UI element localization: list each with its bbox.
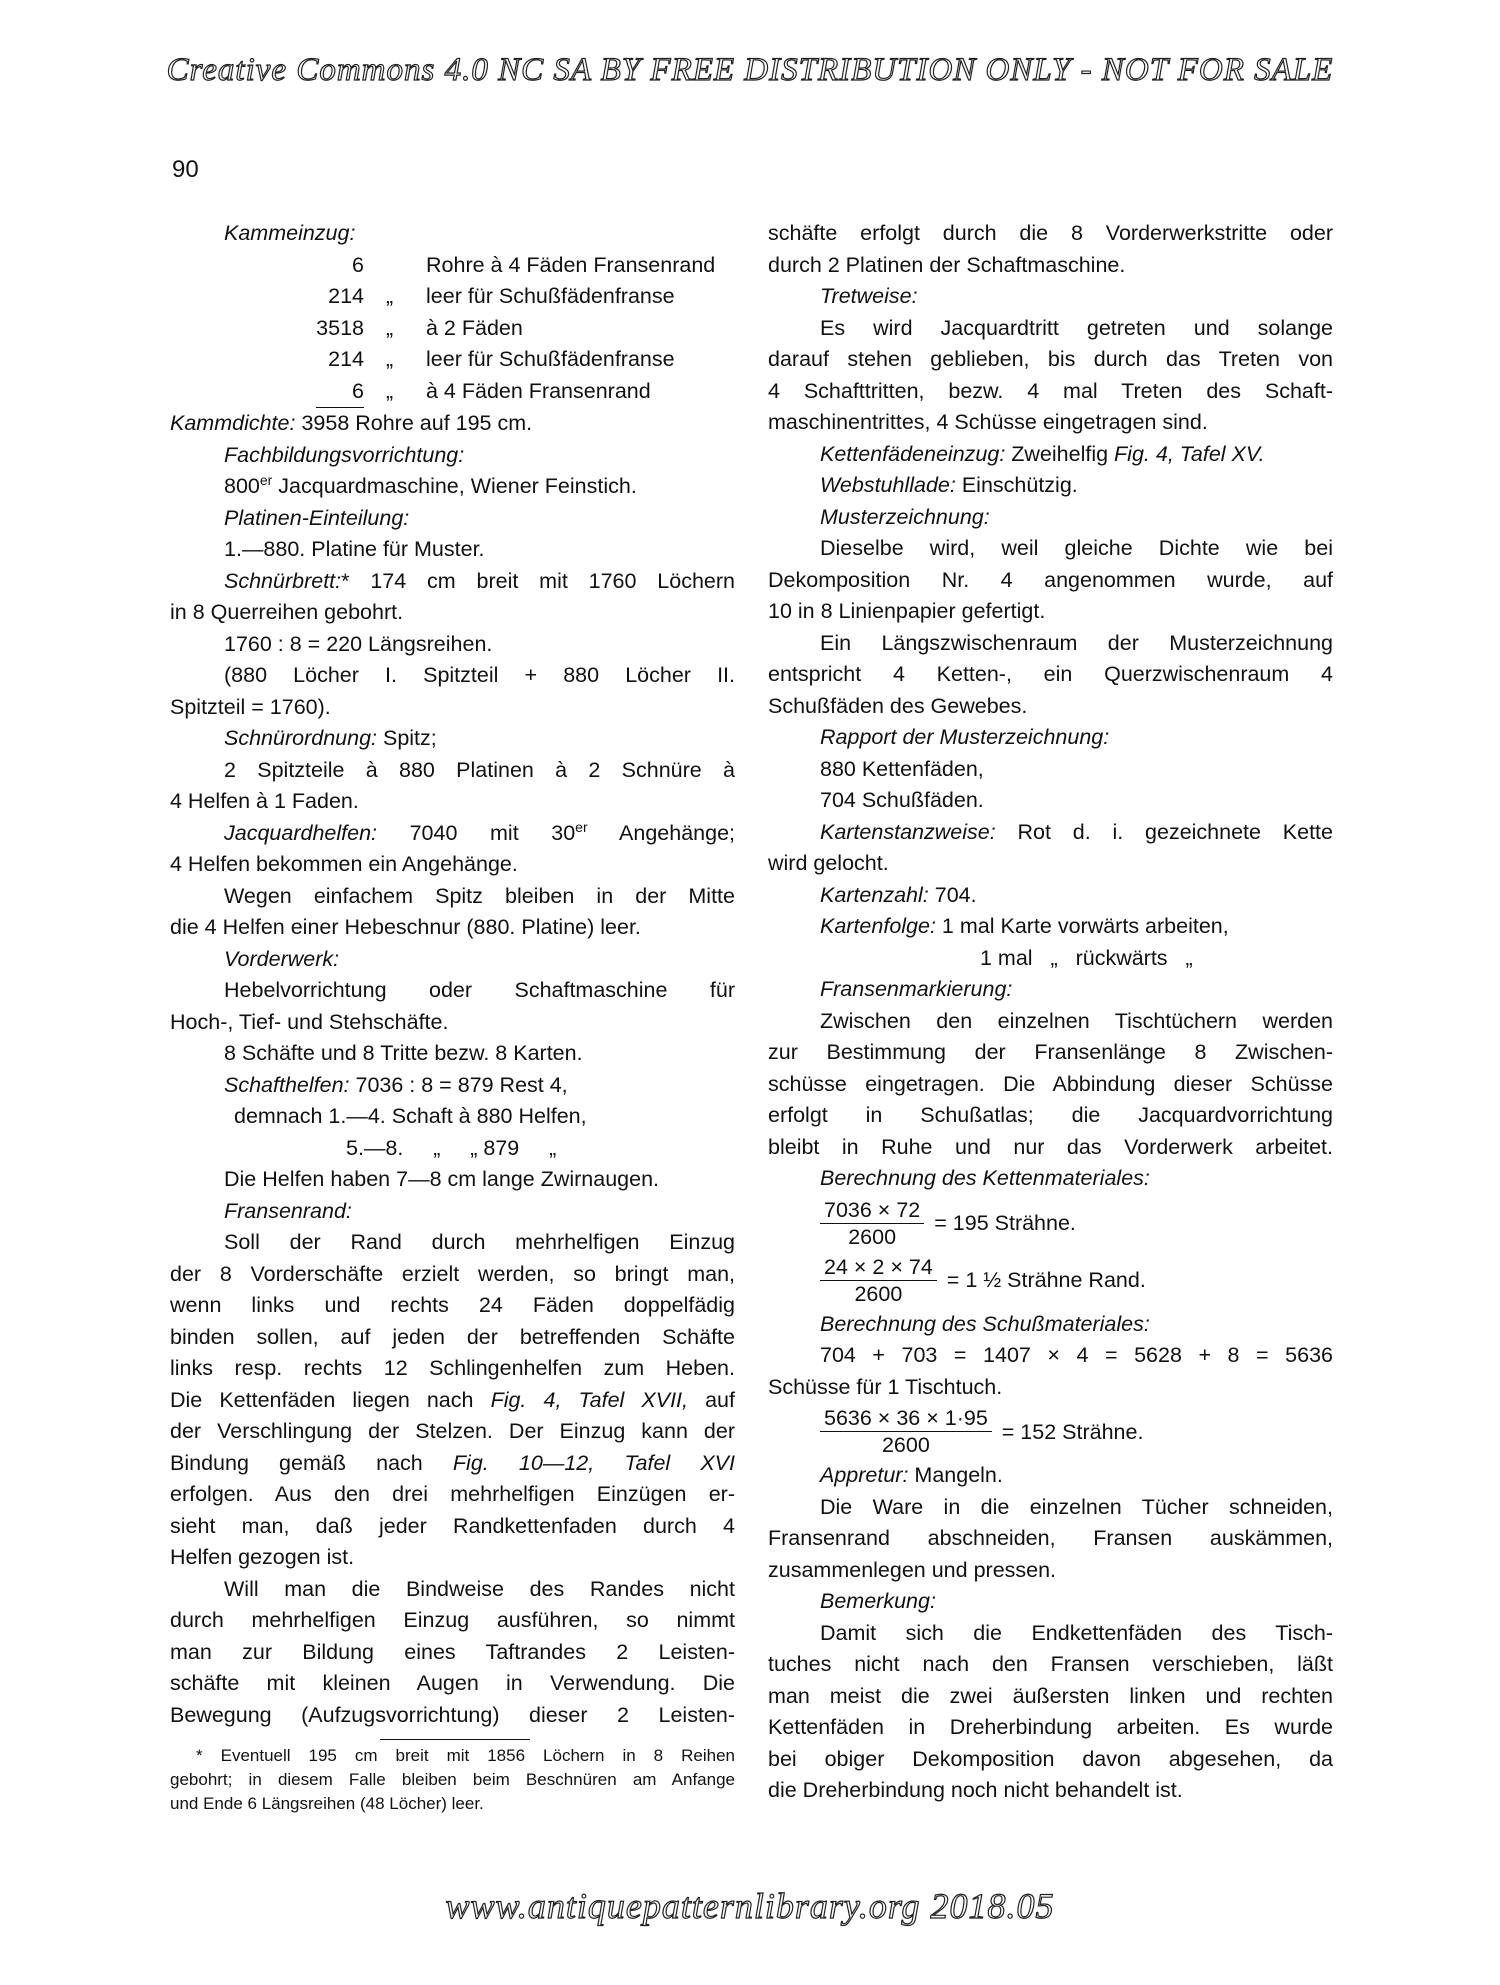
text-line: Hoch-, Tief- und Stehschäfte. [170,1009,449,1034]
fraction [820,1254,937,1307]
label-schnurbrett: Schnürbrett: [224,568,342,593]
heading-platinen: Platinen-Einteilung: [224,505,410,530]
label-kammdichte: Kammdichte: [170,411,296,435]
text-line: 4 Schafttritten, bezw. 4 mal Treten des Schaft- [768,378,1333,403]
text: Die Kettenfäden liegen nach [170,1387,491,1412]
text-line: 4 Helfen bekommen ein Angehänge. [170,852,518,876]
text-line: links resp. rechts 12 Schlingenhelfen zum Heben. [170,1356,735,1380]
text: auf [688,1387,735,1412]
kammeinzug-table [170,250,735,409]
heading-bemerkung: Bemerkung: [820,1589,936,1613]
text-line: bei obiger Dekomposition davon abgesehen, da [768,1746,1333,1771]
text-line: Die Helfen haben 7—8 cm lange Zwirnaugen. [224,1167,660,1191]
text: 7036 : 8 = 879 Rest 4, [349,1072,568,1097]
page-number: 90 [172,156,199,183]
row-ditto: „ [386,284,394,308]
denominator: 2600 [881,1433,930,1457]
kartenzahl-line [768,880,1333,912]
heading-fachbildung: Fachbildungsvorrichtung: [224,442,465,467]
figure-reference: Fig. 4, Tafel XV. [1114,441,1265,466]
text-line: Es wird Jacquardtritt getreten und solange [820,315,1333,340]
numerator: 7036 × 72 [820,1197,924,1224]
row-text: à 2 Fäden [426,315,523,340]
platinen-text: 1.—880. Platine für Muster. [224,537,485,561]
heading-tretweise: Tretweise: [820,284,918,308]
fraction [820,1405,992,1458]
fraction [820,1197,924,1250]
text: 1 mal Karte vorwärts arbeiten, [935,914,1229,938]
text-line: (880 Löcher I. Spitzteil + 880 Löcher II. [224,663,735,687]
website-banner: www.antiquepatternlibrary.org 2018.05 [445,1886,1055,1926]
row-number: 214 [328,347,364,371]
footnote [170,1744,735,1816]
superscript: er [259,471,273,488]
text-line: Die Ware in die einzelnen Tücher schneiden, [820,1494,1333,1519]
row-text: leer für Schußfädenfranse [426,347,675,371]
text-line: 704 + 703 = 1407 × 4 = 5628 + 8 = 5636 [820,1343,1333,1367]
row-ditto: „ [386,315,394,340]
footnote-divider [380,1739,530,1740]
text-line: Schüsse für 1 Tischtuch. [768,1374,1003,1399]
footnote-line: gebohrt; in diesem Falle bleiben beim Beschnüren am Anfange [170,1770,735,1789]
text-line: Wegen einfachem Spitz bleiben in der Mitte [224,883,735,908]
kammeinzug-row [170,344,735,376]
numerator: 5636 × 36 × 1·95 [820,1405,992,1432]
text: Angehänge; [587,820,735,845]
heading-fransenmarkierung: Fransenmarkierung: [820,977,1013,1001]
label-jacquardhelfen: Jacquardhelfen: [224,820,377,845]
row-ditto [386,250,426,282]
text-line: Schußfäden des Gewebes. [768,693,1028,718]
label-kartenzahl: Kartenzahl: [820,882,929,907]
text: Rot d. i. gezeichnete Kette [995,819,1333,844]
heading-fransenrand: Fransenrand: [224,1198,352,1223]
row-number: 3518 [316,315,364,340]
text-line: entspricht 4 Ketten-, ein Querzwischenraum 4 [768,662,1333,686]
schafthelfen-line [170,1070,735,1102]
label-schnurordnung: Schnürordnung: [224,726,377,750]
kartenstanzweise-line [768,817,1333,849]
formula-result: = 152 Strähne. [1001,1419,1144,1444]
formula-result: = 1 ½ Strähne Rand. [946,1268,1146,1292]
jacquardhelfen-line [170,818,735,850]
kammeinzug-row [170,313,735,345]
row-number-cell [170,376,386,409]
footnote-line: * Eventuell 195 cm breit mit 1856 Löchern in 8 Reihen [196,1746,735,1765]
label-appretur: Appretur: [820,1463,909,1487]
text: * 174 cm breit mit 1760 Löchern [341,568,735,593]
text: Mangeln. [908,1463,1003,1487]
row-text: à 4 Fäden Fransenrand [426,378,651,403]
text-line: schüsse eingetragen. Die Abbindung dieser Schüsse [768,1071,1333,1096]
text-line: darauf stehen geblieben, bis durch das Treten von [768,347,1333,371]
text-line [170,1448,735,1480]
text-line: 5.—8. „ „ 879 „ [346,1135,557,1160]
text-line: 704 Schußfäden. [820,788,984,812]
kettenfadeneinzug-line [768,439,1333,471]
text-line: 2 Spitzteile à 880 Platinen à 2 Schnüre à [224,757,735,782]
text-line: durch 2 Platinen der Schaftmaschine. [768,252,1126,277]
text: Spitz; [377,726,437,750]
text-line: zur Bestimmung der Fransenlänge 8 Zwischen- [768,1040,1333,1064]
heading-kammeinzug: Kammeinzug: [224,221,356,245]
text-line: Dieselbe wird, weil gleiche Dichte wie bei [820,536,1333,560]
schnurordnung-line [170,723,735,755]
heading-musterzeichnung: Musterzeichnung: [820,504,990,529]
label-schafthelfen: Schafthelfen: [224,1072,350,1097]
text-line: Fransenrand abschneiden, Fransen auskämmen, [768,1526,1333,1550]
text: 7040 mit 30 [377,820,576,845]
kammeinzug-row [170,376,735,409]
text: 704. [928,882,977,907]
superscript: er [575,818,588,835]
left-column [170,218,735,1816]
text-line: 880 Kettenfäden, [820,756,984,781]
text-line: Soll der Rand durch mehrhelfigen Einzug [224,1230,735,1254]
text-line: der 8 Vorderschäfte erzielt werden, so bringt man, [170,1261,735,1286]
denominator: 2600 [848,1224,897,1249]
heading-rapport: Rapport der Musterzeichnung: [820,725,1110,749]
text-line: binden sollen, auf jeden der betreffenden Schäfte [170,1324,735,1349]
text-line: man meist die zwei äußersten linken und rechten [768,1683,1333,1708]
kammeinzug-row [170,281,735,313]
footnote-line: und Ende 6 Längsreihen (48 Löcher) leer. [170,1794,484,1813]
text-line: Zwischen den einzelnen Tischtüchern werden [820,1008,1333,1033]
text-line: erfolgt in Schußatlas; die Jacquardvorrichtung [768,1103,1333,1127]
formula-rand [768,1254,1333,1307]
label-webstuhllade: Webstuhllade: [820,473,956,497]
schnurbrett-line [170,566,735,598]
text-line: der Verschlingung der Stelzen. Der Einzug kann der [170,1419,735,1443]
label-kartenstanzweise: Kartenstanzweise: [820,819,996,844]
right-column [768,218,1333,1807]
text-line: maschinentrittes, 4 Schüsse eingetragen sind. [768,410,1208,434]
license-banner: Creative Commons 4.0 NC SA BY FREE DISTRIBUTION ONLY - NOT FOR SALE [166,52,1334,88]
kammeinzug-row [170,250,735,282]
heading-schussmaterial: Berechnung des Schußmateriales: [820,1311,1150,1336]
text-line: Kettenfäden in Dreherbindung arbeiten. Es wurde [768,1715,1333,1739]
text-line: wenn links und rechts 24 Fäden doppelfädig [170,1293,735,1317]
text: 800 [224,474,260,498]
formula-result: = 195 Strähne. [934,1211,1076,1235]
text-line: Damit sich die Endkettenfäden des Tisch- [820,1620,1333,1645]
text-line: durch mehrhelfigen Einzug ausführen, so nimmt [170,1608,735,1632]
kammdichte-value: 3958 Rohre auf 195 cm. [295,411,533,435]
text: Zweihelfig [1005,441,1115,466]
heading-kettenmaterial: Berechnung des Kettenmateriales: [820,1166,1150,1190]
denominator: 2600 [854,1281,903,1306]
appretur-line [768,1460,1333,1492]
text-line: Dekomposition Nr. 4 angenommen wurde, auf [768,567,1333,592]
text-line [170,1385,735,1417]
row-text: Rohre à 4 Fäden Fransenrand [426,252,716,277]
text-line: schäfte mit kleinen Augen in Verwendung. Die [170,1671,735,1695]
text-line: bleibt in Ruhe und nur das Vorderwerk arbeitet. [768,1134,1333,1159]
figure-reference: Fig. 10—12, Tafel XVI [452,1450,735,1475]
text-line: schäfte erfolgt durch die 8 Vorderwerkstritte oder [768,221,1333,245]
row-number: 214 [328,284,364,308]
text-line: Ein Längszwischenraum der Musterzeichnung [820,630,1333,655]
label-kartenfolge: Kartenfolge: [820,914,936,938]
row-text: leer für Schußfädenfranse [426,284,675,308]
heading-vorderwerk: Vorderwerk: [224,946,340,971]
formula-kettenmaterial [768,1197,1333,1250]
text-line: man zur Bildung eines Taftrandes 2 Leisten- [170,1639,735,1664]
text-line: 10 in 8 Linienpapier gefertigt. [768,599,1046,623]
text-line: erfolgen. Aus den drei mehrhelfigen Einzügen er- [170,1482,735,1506]
numerator: 24 × 2 × 74 [820,1254,937,1281]
kammdichte-line [170,408,735,440]
row-ditto: „ [386,378,394,403]
text: Bindung gemäß nach [170,1450,453,1475]
text-line: sieht man, daß jeder Randkettenfaden durch 4 [170,1513,735,1538]
text-line: die Dreherbindung noch nicht behandelt ist. [768,1778,1183,1802]
text-line: 1 mal „ rückwärts „ [980,945,1193,970]
row-number: 6 [352,252,364,277]
label-kettenfadeneinzug: Kettenfädeneinzug: [820,441,1006,466]
kartenfolge-line [768,911,1333,943]
text: Einschützig. [955,473,1078,497]
text-line: Helfen gezogen ist. [170,1545,355,1569]
text-line: 8 Schäfte und 8 Tritte bezw. 8 Karten. [224,1041,583,1065]
text-line: Will man die Bindweise des Randes nicht [224,1576,735,1601]
text-line: wird gelocht. [768,851,889,875]
text-line: Hebelvorrichtung oder Schaftmaschine für [224,978,735,1002]
text-line: 1760 : 8 = 220 Längsreihen. [224,631,493,656]
formula-schussmaterial [768,1405,1333,1458]
figure-reference: Fig. 4, Tafel XVII, [490,1387,689,1412]
text-line: Spitzteil = 1760). [170,694,331,719]
text-line: demnach 1.—4. Schaft à 880 Helfen, [234,1104,587,1128]
text-line: in 8 Querreihen gebohrt. [170,600,404,624]
fachbildung-text [170,471,735,503]
row-number: 6 [316,376,364,409]
text-line: zusammenlegen und pressen. [768,1557,1057,1582]
text: Jacquardmaschine, Wiener Feinstich. [272,474,637,498]
text-line: Bewegung (Aufzugsvorrichtung) dieser 2 Leisten- [170,1702,735,1727]
text-line: 4 Helfen à 1 Faden. [170,789,359,813]
row-ditto: „ [386,347,394,371]
text-line: die 4 Helfen einer Hebeschnur (880. Platine) leer. [170,915,641,939]
text-line: tuches nicht nach den Fransen verschieben, läßt [768,1652,1333,1676]
webstuhllade-line [768,470,1333,502]
